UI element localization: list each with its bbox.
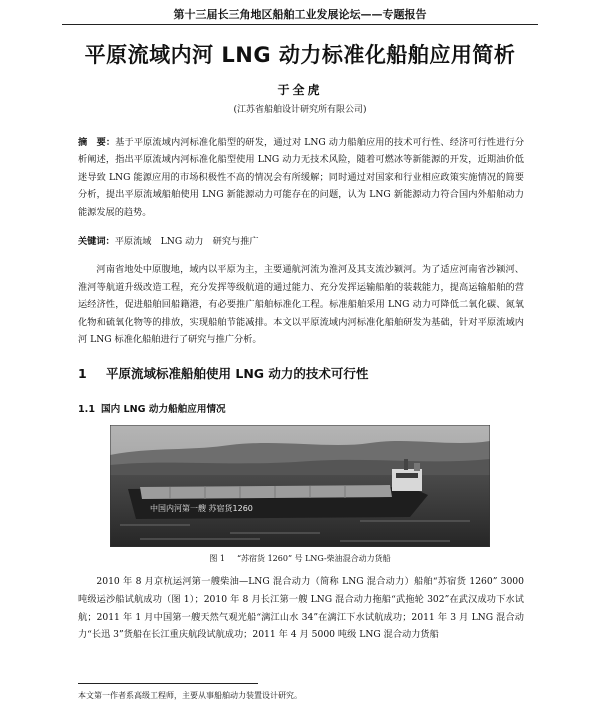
section-heading-1 xyxy=(78,364,524,382)
ship-hull-lettering: 中国内河第一艘 苏宿货1260 xyxy=(150,504,253,513)
section-title: 平原流域标准船舶使用 LNG 动力的技术可行性 xyxy=(106,366,369,381)
body-paragraph: 2010 年 8 月京杭运河第一艘柴油—LNG 混合动力（简称 LNG 混合动力）船舶“苏宿货 1260” 3000 吨级运沙船试航成功（图 1）；2010 年 8 月长江第一艘 LNG 混合动力拖船“武拖轮 302”在武汉成功下水试航；2011 年 1 月中国第一艘天然气观光船“漓江山水 34”在漓江下水试航成功；2011 年 3 月 LNG 混合动力“长迅 3”货船在长江重庆航段试航成功；2011 年 4 月 5000 吨级 LNG 混合动力货船 xyxy=(78,576,524,641)
abstract-label: 摘 要： xyxy=(78,137,116,148)
ship-mast xyxy=(404,459,408,470)
abstract xyxy=(78,134,524,221)
paper-title: 平原流域内河 LNG 动力标准化船舶应用简析 xyxy=(84,43,516,67)
ship-wheelhouse xyxy=(392,469,422,491)
keywords-label: 关键词： xyxy=(78,236,115,247)
footnote-divider xyxy=(78,683,258,684)
running-header: 第十三届长三角地区船舶工业发展论坛——专题报告 xyxy=(62,6,538,25)
ship-cargo-hold xyxy=(140,485,392,499)
section-number: 1 xyxy=(78,366,87,381)
keywords xyxy=(78,234,524,250)
subsection-heading-1-1 xyxy=(78,401,524,415)
footnote: 本文第一作者系高级工程师，主要从事船舶动力装置设计研究。 xyxy=(78,691,302,700)
ship-wheelhouse-windows xyxy=(396,473,418,478)
ship-funnel xyxy=(414,463,420,471)
author-name: 于全虎 xyxy=(277,83,323,97)
intro-paragraph: 河南省地处中原腹地，域内以平原为主，主要通航河流为淮河及其支流沙颍河。为了适应河南省沙颍河、淮河等航道升级改造工程，充分发挥等级航道的通过能力、充分发挥运输船舶的装载能力，提高运输船舶的营运经济性，促进船舶回船籍港，有必要推广船舶标准化工程。标准船舶采用 LNG 动力可降低二氧化碳、氮氧化物和硫氧化物等的排放，实现船舶节能减排。本文以平原流域内河标准化船舶研发为基础，针对平原流域内河 LNG 标准化船舶进行了研究与推广分析。 xyxy=(78,264,524,346)
figure-photo xyxy=(110,425,490,547)
abstract-text: 基于平原流域内河标准化船型的研发，通过对 LNG 动力船舶应用的技术可行性、经济可行性进行分析阐述，指出平原流域内河标准化船型使用 LNG 动力无技术风险，随着可燃冰等新能源的开发，近期油价低迷导致 LNG 能源应用的市场积极性不高的情况会有所缓解；同时通过对国家和行业相应政策实施情况的简要分析，提出平原流域船舶使用 LNG 新能源动力可能存在的问题，认为 LNG 新能源动力符合国内外船舶动力能源发展的趋势。 xyxy=(78,137,525,218)
subsection-number: 1.1 xyxy=(78,404,95,415)
keywords-text: 平原流域 LNG 动力 研究与推广 xyxy=(114,236,259,247)
figure-number: 图 1 xyxy=(209,554,225,563)
figure-caption xyxy=(0,553,600,564)
author-affiliation: (江苏省船舶设计研究所有限公司) xyxy=(233,105,367,115)
figure-caption-text: “苏宿货 1260” 号 LNG-柴油混合动力货船 xyxy=(236,554,391,563)
subsection-title: 国内 LNG 动力船舶应用情况 xyxy=(101,404,226,415)
ship-photo-image xyxy=(110,425,490,547)
